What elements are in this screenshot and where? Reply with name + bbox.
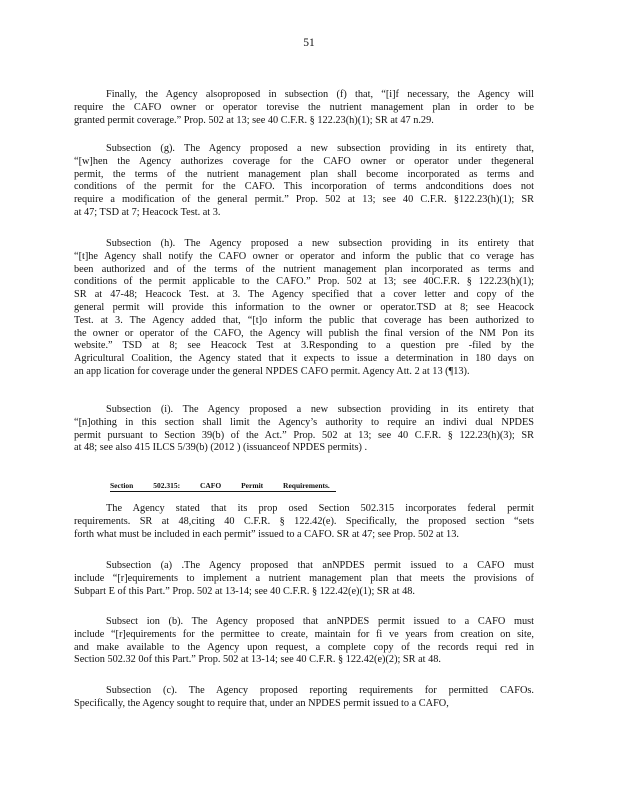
text-line: Subsection (h). The Agency proposed a new subsection providing in its entirety that bbox=[106, 238, 534, 249]
text-line: an app lication for coverage under the general NPDES CAFO permit. Agency Att. 2 at 13 (¶13). bbox=[74, 365, 470, 377]
text-line: permit pursuant to Section 39(b) of the Act.” Prop. 502 at 13; see 40 C.F.R. § 122.23(h)(3); SR bbox=[74, 429, 534, 441]
text-line: conditions of the permit for the CAFO. This incorporation of terms andconditions does not bbox=[74, 181, 534, 193]
text-line: website.” TSD at 8; see Heacock Test at 3.Responding to a question pre -filed by the bbox=[74, 340, 534, 352]
text-line: include “[r]equirements for the permittee to create, maintain for fi ve years from creation on site, bbox=[74, 628, 534, 640]
text-line: at 47; TSD at 7; Heacock Test. at 3. bbox=[74, 206, 221, 218]
text-line: at 48; see also 415 ILCS 5/39(b) (2012 ) (issuanceof NPDES permits) . bbox=[74, 442, 368, 454]
text-line: granted permit coverage.” Prop. 502 at 13; see 40 C.F.R. § 122.23(h)(1); SR at 47 n.29. bbox=[74, 114, 434, 126]
page-number: 51 bbox=[303, 37, 315, 49]
text-line: The Agency stated that its prop osed Section 502.315 incorporates federal permit bbox=[106, 503, 534, 514]
text-line: “[w]hen the Agency authorizes coverage for the CAFO owner or operator under thegeneral bbox=[74, 155, 534, 167]
paragraph-subsection-c bbox=[74, 685, 534, 711]
text-line: Subsection (g). The Agency proposed a new subsection providing in its entirety that, bbox=[106, 143, 534, 154]
text-line: Agricultural Coalition, the Agency stated that it expects to issue a determination in 180 days on bbox=[74, 353, 534, 365]
heading-word: Requirements. bbox=[283, 481, 330, 490]
paragraph-subsection-b bbox=[74, 616, 534, 667]
paragraph-subsection-a bbox=[74, 560, 534, 598]
text-line: require a modification of the general permit.” Prop. 502 at 13; see 40 C.F.R. §122.23(h)(1); SR bbox=[74, 194, 534, 206]
heading-word: CAFO bbox=[199, 481, 222, 490]
heading-word: 502.315: bbox=[153, 481, 181, 490]
paragraph-subsection-i bbox=[74, 404, 534, 455]
text-line: Section 502.32 0of this Part.” Prop. 502 at 13-14; see 40 C.F.R. § 122.42(e)(2); SR at 48. bbox=[74, 654, 441, 666]
text-line: Subsection (c). The Agency proposed reporting requirements for permitted CAFOs. bbox=[106, 685, 534, 696]
text-line: requirements. SR at 48,citing 40 C.F.R. § 122.42(e). Specifically, the proposed section “sets bbox=[74, 515, 534, 527]
text-line: conditions of the permit applicable to the CAFO.” Prop. 502 at 13; see 40C.F.R. § 122.23(h)(1); bbox=[74, 276, 534, 288]
paragraph-subsection-h bbox=[74, 238, 534, 379]
text-line: “[t]he Agency shall notify the CAFO owner or operator and inform the public that co verage has bbox=[74, 250, 534, 262]
text-line: require the CAFO owner or operator torevise the nutrient management plan in order to be bbox=[74, 101, 534, 113]
text-line: and make available to the Agency upon request, a complete copy of the records requi red in bbox=[74, 641, 534, 653]
paragraph-subsection-g bbox=[74, 143, 534, 220]
text-line: Subsection (i). The Agency proposed a new subsection providing in its entirety that bbox=[106, 404, 534, 415]
heading-word: Permit bbox=[241, 481, 264, 490]
text-line: Specifically, the Agency sought to require that, under an NPDES permit issued to a CAFO, bbox=[74, 697, 449, 709]
paragraph-finally bbox=[74, 89, 534, 127]
text-line: been authorized and of the terms of the nutrient management plan incorporated as terms and bbox=[74, 263, 534, 275]
text-line: Subpart E of this Part.” Prop. 502 at 13-14; see 40 C.F.R. § 122.42(e)(1); SR at 48. bbox=[74, 585, 415, 597]
text-line: the owner or operator of the CAFO, the Agency will publish the final version of the NM Pon its bbox=[74, 327, 534, 339]
text-line: general permit will provide this information to the owner or operator.TSD at 8; see Heacock bbox=[74, 301, 534, 313]
section-heading bbox=[110, 481, 336, 492]
paragraph-section-502-315 bbox=[74, 503, 534, 541]
text-line: forth what must be included in each permit” issued to a CAFO. SR at 47; see Prop. 502 at 13. bbox=[74, 528, 459, 540]
text-line: Subsect ion (b). The Agency proposed that anNPDES permit issued to a CAFO must bbox=[106, 616, 534, 627]
heading-word: Section bbox=[110, 481, 134, 490]
text-line: include “[r]equirements to implement a nutrient management plan that meets the provisions of bbox=[74, 572, 534, 584]
text-line: “[n]othing in this section shall limit the Agency’s authority to require an indivi dual NPDES bbox=[74, 416, 534, 428]
text-line: Subsection (a) .The Agency proposed that anNPDES permit issued to a CAFO must bbox=[106, 560, 534, 571]
text-line: permit, the terms of the nutrient management plan shall become incorporated as terms and bbox=[74, 168, 534, 180]
text-line: Finally, the Agency alsoproposed in subsection (f) that, “[i]f necessary, the Agency will bbox=[106, 89, 534, 100]
text-line: SR at 47-48; Heacock Test. at 3. The Agency specified that a cover letter and copy of the bbox=[74, 289, 534, 301]
text-line: Test. at 3. The Agency added that, “[t]o inform the public that coverage has been authorized to bbox=[74, 314, 534, 326]
